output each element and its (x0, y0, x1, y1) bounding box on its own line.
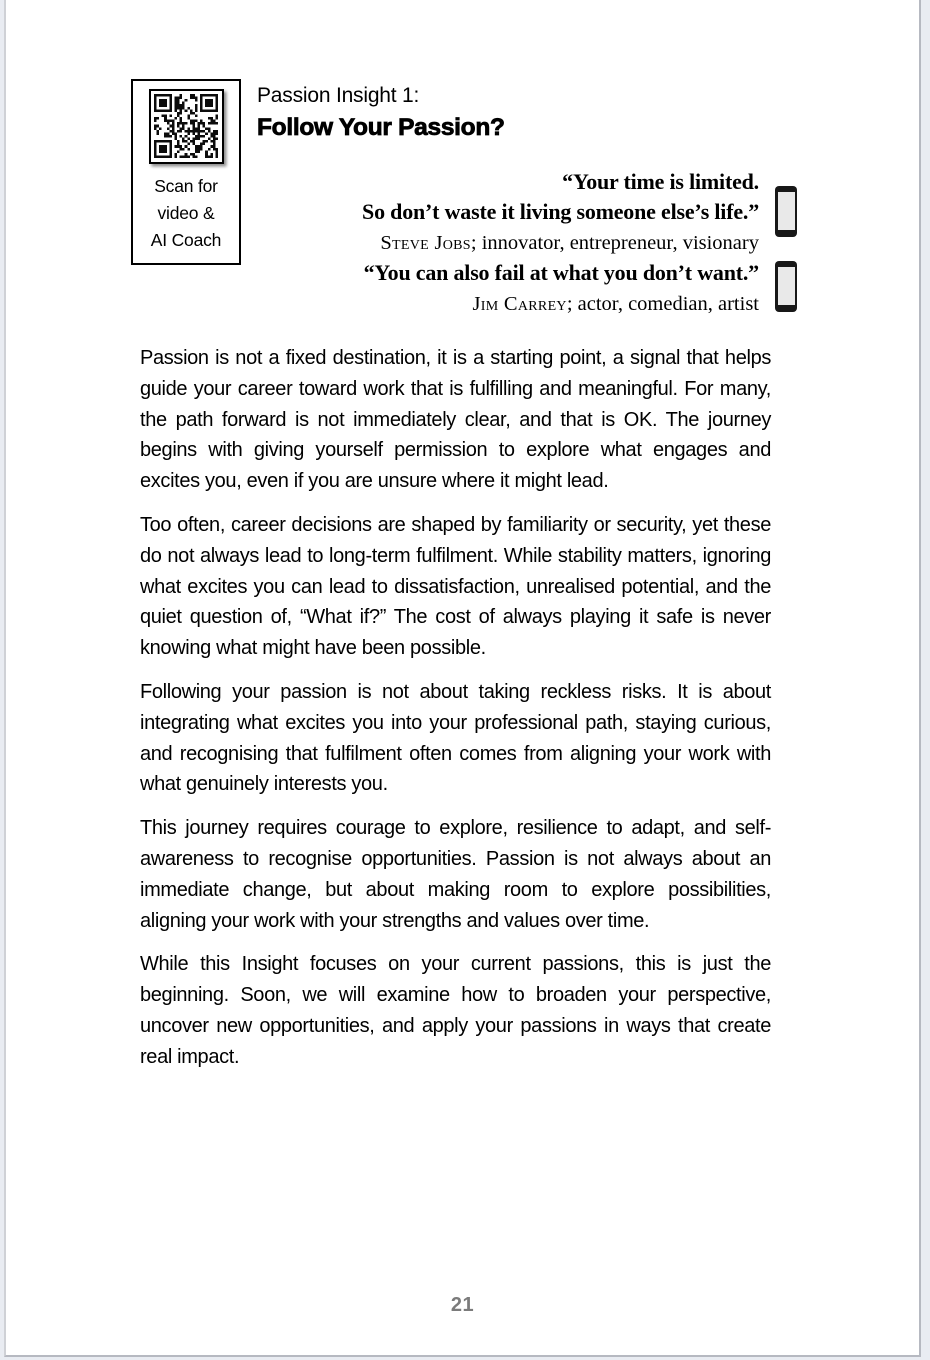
paragraph: Passion is not a fixed destination, it is a starting point, a signal that helps guide your career toward work that is fulfilling and meaningful. For many, the path forward is not immediately clear, and that is OK. The journey begins with giving yourself permission to explore what engages and excites you, even if you are unsure where it might lead. (140, 347, 771, 493)
body-text (140, 343, 771, 1086)
quote-author-roles: ; actor, comedian, artist (566, 292, 759, 315)
quote-block (302, 167, 759, 319)
qr-panel (131, 79, 241, 265)
quote-line: “You can also fail at what you don’t want.” (363, 260, 759, 286)
smartphone-screen (778, 267, 795, 305)
paragraph: While this Insight focuses on your current passions, this is just the beginning. Soon, we will examine how to broaden your perspective, uncover new opportunities, and apply your passions in ways that create real impact. (140, 953, 771, 1068)
book-page (4, 0, 921, 1357)
qr-caption-line: video & (157, 203, 215, 223)
qr-code-icon (149, 89, 224, 164)
quote-author: Steve Jobs (380, 231, 471, 254)
quote-author-roles: ; innovator, entrepreneur, visionary (470, 231, 759, 254)
smartphone-icon (775, 186, 797, 237)
insight-kicker: Passion Insight 1: (257, 84, 420, 107)
quote-attribution (302, 289, 759, 319)
quote-line: So don’t waste it living someone else’s life.” (362, 199, 759, 225)
paragraph: This journey requires courage to explore, resilience to adapt, and self-awareness to recognise opportunities. Passion is not always about an immediate change, but about making room to explore possibilities, aligning your work with your strengths and values over time. (140, 817, 771, 932)
paragraph: Following your passion is not about taking reckless risks. It is about integrating what excites you into your professional path, staying curious, and recognising that fulfilment often comes from aligning your work with what genuinely interests you. (140, 680, 771, 796)
quote-line: “Your time is limited. (562, 169, 759, 194)
chapter-header (257, 84, 505, 142)
smartphone-icon (775, 261, 797, 312)
qr-caption-line: AI Coach (150, 230, 222, 250)
page-number: 21 (450, 1294, 475, 1316)
qr-caption-line: Scan for (154, 176, 218, 196)
smartphone-screen (778, 192, 795, 230)
quote-attribution (302, 228, 759, 258)
quote-author: Jim Carrey (472, 292, 567, 315)
page-title: Follow Your Passion? (257, 114, 505, 141)
qr-caption (133, 173, 239, 254)
paragraph: Too often, career decisions are shaped by familiarity or security, yet these do not always lead to long-term fulfilment. While stability matters, ignoring what excites you can lead to dissatisfaction, unrealised potential, and the quiet question of, “What if?” The cost of always playing it safe is never knowing what might have been possible. (140, 513, 771, 660)
